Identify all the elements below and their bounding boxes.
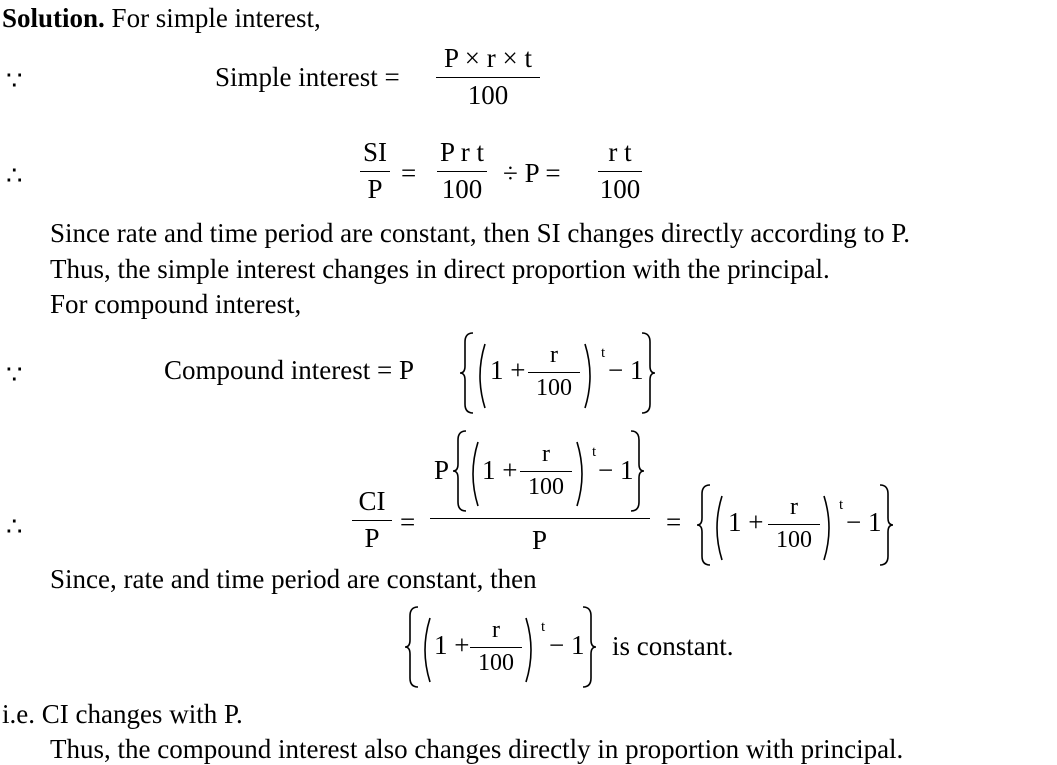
divide-p-equals: ÷ P =: [503, 158, 561, 188]
left-paren: [466, 441, 480, 507]
text-line-3: For compound interest,: [50, 289, 302, 319]
solution-label: Solution.: [2, 3, 105, 33]
prt-fraction: [437, 137, 487, 204]
one-plus: 1 +: [490, 355, 526, 385]
hundred-denominator: 100: [478, 650, 514, 676]
big-numerator-p: P: [434, 455, 450, 485]
right-paren: [583, 343, 597, 409]
r-numerator: r: [550, 342, 558, 368]
hundred-denominator: 100: [599, 174, 641, 204]
rt-fraction: [598, 137, 642, 204]
minus-one: − 1: [549, 630, 585, 660]
one-plus: 1 +: [482, 455, 518, 485]
right-brace: [878, 484, 894, 566]
si-numerator: P × r × t: [444, 43, 532, 73]
ci-over-p-fraction: [352, 486, 392, 553]
si-denominator: 100: [467, 80, 509, 110]
r-numerator: r: [492, 617, 500, 643]
text-line-6: i.e. CI changes with P.: [2, 699, 243, 729]
left-paren: [418, 617, 432, 683]
hundred-denominator: 100: [528, 474, 564, 500]
big-denominator-p: P: [532, 525, 548, 555]
equals-sign: =: [666, 507, 682, 537]
right-brace: [629, 430, 645, 512]
p-denominator: P: [367, 174, 383, 204]
rt-numerator: r t: [608, 137, 632, 167]
solution-heading: [2, 2, 321, 34]
minus-one: − 1: [846, 507, 882, 537]
big-fraction-bar: [430, 518, 650, 519]
ci-lhs: Compound interest = P: [164, 355, 414, 385]
equals-sign: =: [400, 507, 416, 537]
left-paren: [710, 495, 724, 561]
si-num-label: SI: [362, 137, 387, 167]
minus-one: − 1: [608, 355, 644, 385]
right-paren: [524, 617, 538, 683]
right-paren: [822, 495, 836, 561]
ci-numerator: CI: [358, 486, 386, 516]
text-line-1: Since rate and time period are constant, then SI changes directly according to P.: [50, 218, 910, 248]
exponent-t: t: [592, 444, 597, 460]
text-line-5: is constant.: [612, 631, 734, 661]
text-line-7: Thus, the compound interest also changes directly in proportion with principal.: [50, 734, 904, 764]
r-over-100-fraction: [470, 617, 522, 676]
because-symbol: ∵: [6, 360, 23, 389]
left-paren: [473, 343, 487, 409]
r-over-100-fraction: [520, 441, 572, 500]
right-brace: [640, 332, 656, 414]
solution-intro: For simple interest,: [111, 3, 321, 33]
right-brace: [581, 606, 597, 688]
exponent-t: t: [541, 619, 546, 635]
si-over-p-fraction: [360, 137, 390, 204]
prt-numerator: P r t: [439, 137, 484, 167]
because-symbol: ∵: [6, 66, 23, 95]
right-paren: [575, 441, 589, 507]
text-line-2: Thus, the simple interest changes in direct proportion with the principal.: [50, 254, 830, 284]
minus-one: − 1: [598, 455, 634, 485]
text-line-4: Since, rate and time period are constant, then: [50, 564, 537, 594]
exponent-t: t: [601, 345, 606, 361]
hundred-denominator: 100: [536, 375, 572, 401]
one-plus: 1 +: [728, 507, 764, 537]
r-numerator: r: [542, 441, 550, 467]
si-formula-fraction: [436, 43, 540, 110]
hundred-denominator: 100: [776, 527, 812, 553]
therefore-symbol: ∴: [6, 512, 23, 541]
exponent-t: t: [839, 497, 844, 513]
equals-sign: =: [401, 158, 417, 188]
therefore-symbol: ∴: [6, 161, 23, 190]
r-over-100-fraction: [528, 342, 580, 401]
hundred-denominator: 100: [441, 174, 483, 204]
one-plus: 1 +: [434, 630, 470, 660]
si-lhs: Simple interest =: [215, 62, 400, 92]
r-numerator: r: [790, 494, 798, 520]
r-over-100-fraction: [768, 494, 820, 553]
p-denominator: P: [364, 523, 380, 553]
